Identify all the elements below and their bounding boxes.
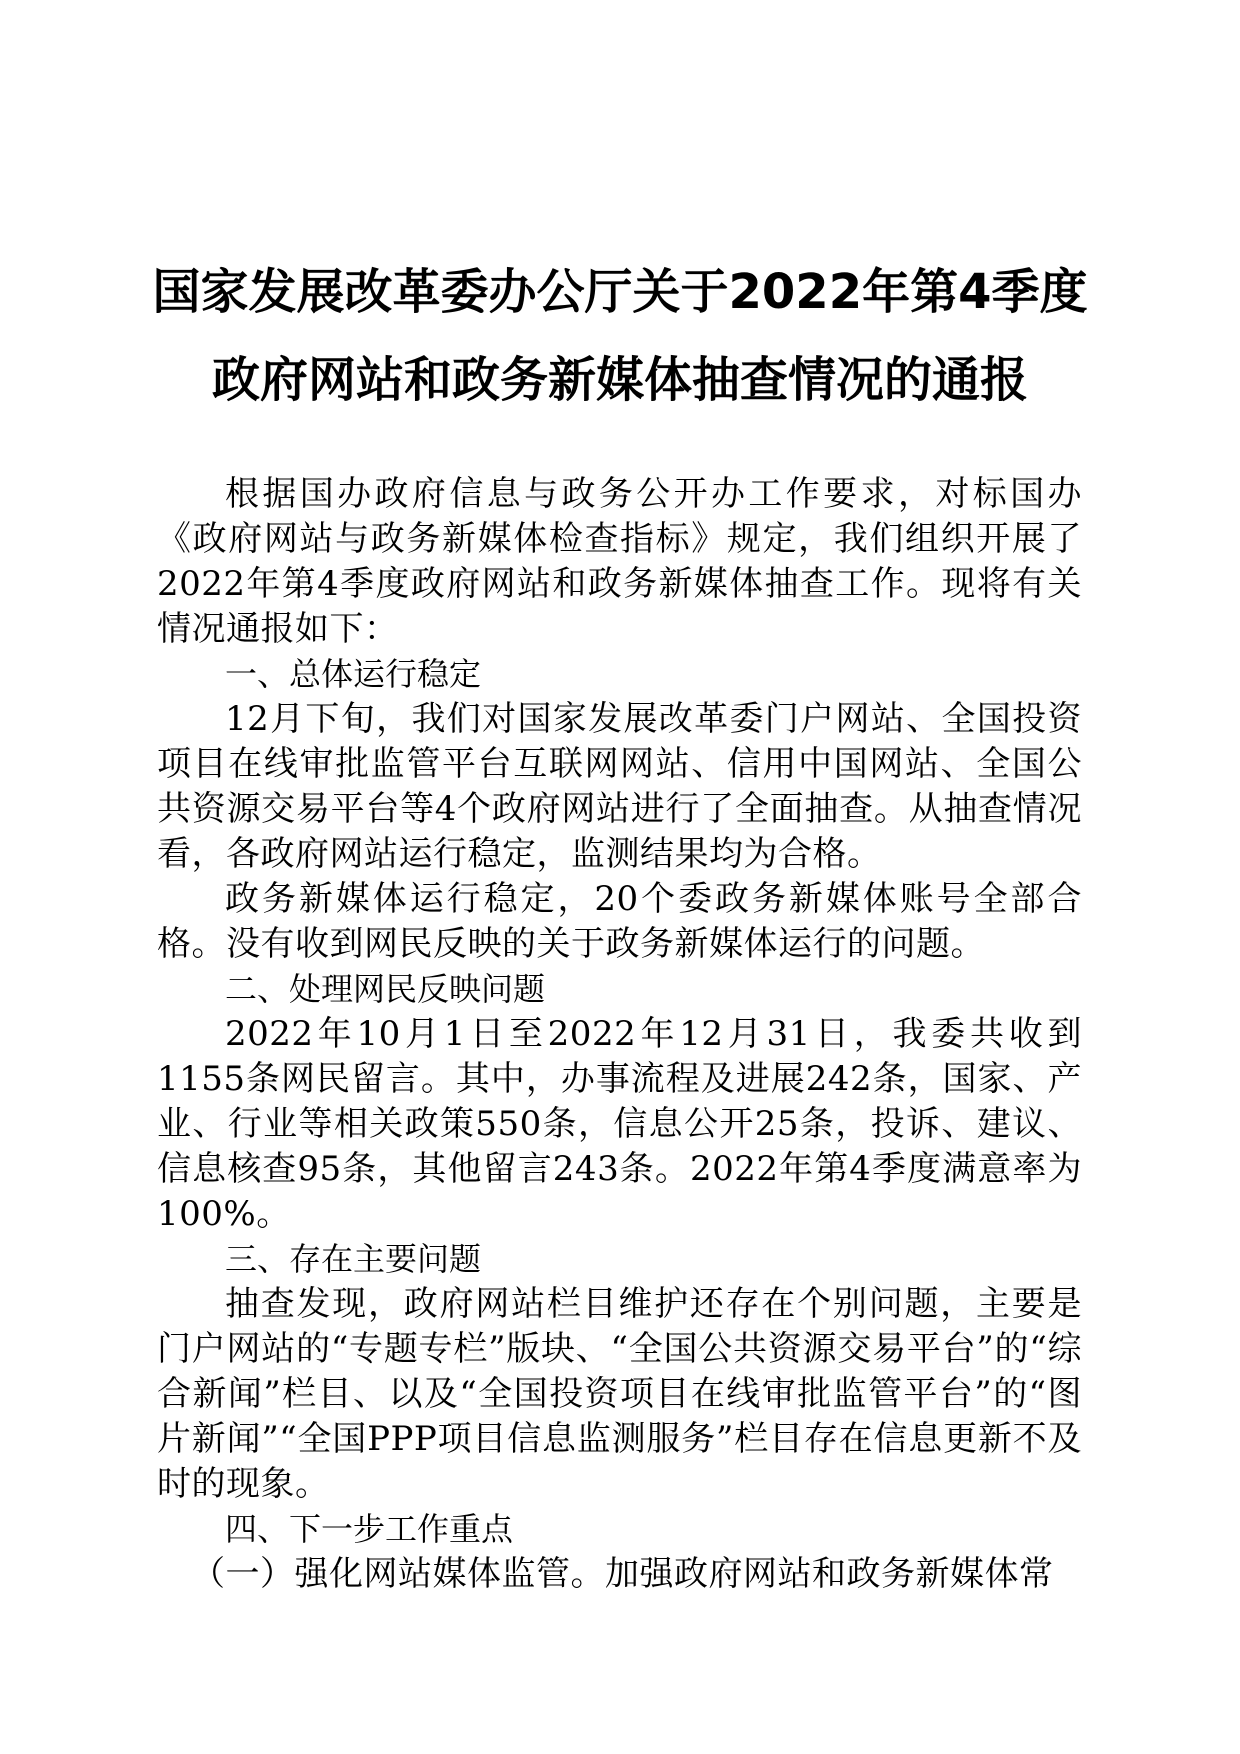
document-title-line-2: 政府网站和政务新媒体抽查情况的通报 (211, 352, 1028, 408)
section-3-paragraph-1: 抽查发现，政府网站栏目维护还存在个别问题，主要是门户网站的“专题专栏”版块、“全国公共资源交易平台”的“综合新闻”栏目、以及“全国投资项目在线审批监管平台”的“图片新闻”“全国PPP项目信息监测服务”栏目存在信息更新不及时的现象。 (157, 1284, 1082, 1504)
section-1-paragraph-1: 12月下旬，我们对国家发展改革委门户网站、全国投资项目在线审批监管平台互联网网站、信用中国网站、全国公共资源交易平台等4个政府网站进行了全面抽查。从抽查情况看，各政府网站运行稳定，监测结果均为合格。 (157, 699, 1082, 874)
section-1-paragraph-2: 政务新媒体运行稳定，20个委政务新媒体账号全部合格。没有收到网民反映的关于政务新媒体运行的问题。 (157, 879, 1082, 964)
section-heading-2: 二、处理网民反映问题 (225, 970, 546, 1008)
section-4-paragraph-1: （一）强化网站媒体监管。加强政府网站和政务新媒体常 (191, 1554, 1054, 1594)
intro-paragraph: 根据国办政府信息与政务公开办工作要求，对标国办《政府网站与政务新媒体检查指标》规定，我们组织开展了2022年第4季度政府网站和政务新媒体抽查工作。现将有关情况通报如下： (157, 474, 1082, 649)
document-body (157, 472, 1082, 1597)
section-heading-1: 一、总体运行稳定 (225, 655, 482, 693)
document-title-line-1: 国家发展改革委办公厅关于2022年第4季度 (152, 264, 1088, 320)
section-2-paragraph-1: 2022年10月1日至2022年12月31日，我委共收到1155条网民留言。其中，办事流程及进展242条，国家、产业、行业等相关政策550条，信息公开25条，投诉、建议、信息核查95条，其他留言243条。2022年第4季度满意率为100%。 (157, 1014, 1082, 1234)
section-heading-3: 三、存在主要问题 (225, 1240, 482, 1278)
section-heading-4: 四、下一步工作重点 (225, 1510, 514, 1548)
